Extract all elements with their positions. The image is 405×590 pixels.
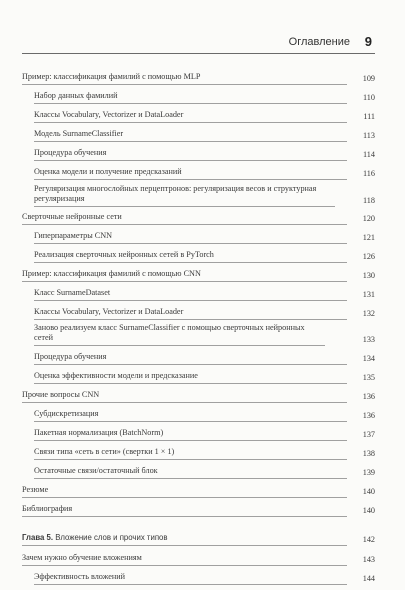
toc-entry-title: Модель SurnameClassifier [34,129,347,142]
toc-entry-page: 126 [362,252,375,261]
toc-entry-title: Прочие вопросы CNN [22,390,347,403]
toc-entry-page: 139 [362,468,375,477]
toc-entry[interactable] [22,212,375,224]
toc-entry-title: Сверточные нейронные сети [22,212,347,225]
header-rule [22,53,375,54]
toc-entry-title: Библиография [22,504,347,517]
toc-entry-page: 136 [362,411,375,420]
toc-entry[interactable] [22,72,375,84]
table-of-contents [22,58,375,590]
toc-entry[interactable] [22,428,375,440]
toc-entry[interactable] [22,504,375,516]
toc-entry-title: Класс SurnameDataset [34,288,347,301]
toc-entry-title: Субдискретизация [34,409,347,422]
toc-entry-page: 135 [362,373,375,382]
page-number: 9 [364,34,372,49]
toc-entry[interactable] [22,352,375,364]
toc-entry-title: Пример: классификация фамилий с помощью MLP [22,72,347,85]
toc-entry-title: Пакетная нормализация (BatchNorm) [34,428,347,441]
toc-entry-title: Регуляризация многослойных перцептронов: регуляризация весов и структурная регуляризация [34,184,335,207]
toc-entry[interactable] [22,167,375,179]
toc-entry-title: Процедура обучения [34,148,347,161]
running-title: Оглавление [288,36,350,48]
toc-entry[interactable] [22,447,375,459]
toc-entry-page: 113 [363,131,375,140]
toc-entry-title: Резюме [22,485,347,498]
toc-entry-page: 110 [363,93,375,102]
toc-entry-page: 137 [362,430,375,439]
toc-entry-title: Пример: классификация фамилий с помощью CNN [22,269,347,282]
toc-entry[interactable] [22,129,375,141]
toc-entry-page: 140 [362,487,375,496]
toc-entry[interactable] [22,553,375,565]
toc-entry[interactable] [22,148,375,160]
toc-entry[interactable] [22,371,375,383]
toc-entry[interactable] [22,572,375,584]
toc-entry-page: 143 [362,555,375,564]
toc-entry-title: Остаточные связи/остаточный блок [34,466,347,479]
toc-entry-page: 109 [362,74,375,83]
toc-entry[interactable] [22,288,375,300]
toc-entry[interactable] [22,231,375,243]
toc-chapter-entry[interactable] [22,533,375,545]
toc-entry-page: 120 [362,214,375,223]
toc-entry-title: Заново реализуем класс SurnameClassifier с помощью сверточных нейронных сетей [34,323,325,346]
toc-entry-page: 116 [363,169,375,178]
toc-entry-title: Оценка эффективности модели и предсказание [34,371,347,384]
toc-entry[interactable] [22,466,375,478]
toc-entry[interactable] [22,250,375,262]
chapter-title: Вложение слов и прочих типов [55,533,168,542]
toc-entry-page: 134 [362,354,375,363]
toc-entry-title [22,533,347,546]
toc-entry-page: 138 [362,449,375,458]
toc-entry-page: 132 [362,309,375,318]
toc-entry-title: Связи типа «сеть в сети» (свертки 1 × 1) [34,447,347,460]
toc-entry[interactable] [22,323,375,345]
toc-entry[interactable] [22,184,375,206]
toc-entry-title: Классы Vocabulary, Vectorizer и DataLoader [34,307,347,320]
page-header [0,0,405,58]
toc-entry-title: Зачем нужно обучение вложениям [22,553,347,566]
chapter-number: Глава 5. [22,533,54,542]
toc-entry-page: 118 [363,196,375,205]
toc-entry-page: 130 [362,271,375,280]
toc-entry-title: Оценка модели и получение предсказаний [34,167,347,180]
toc-entry-page: 114 [363,150,375,159]
toc-entry-page: 133 [362,335,375,344]
toc-entry-title: Гиперпараметры CNN [34,231,347,244]
toc-entry-title: Классы Vocabulary, Vectorizer и DataLoader [34,110,347,123]
toc-entry-title: Набор данных фамилий [34,91,347,104]
toc-entry-page: 131 [362,290,375,299]
toc-entry-title: Процедура обучения [34,352,347,365]
toc-entry[interactable] [22,269,375,281]
toc-entry[interactable] [22,91,375,103]
toc-entry[interactable] [22,409,375,421]
toc-entry-title: Эффективность вложений [34,572,347,585]
toc-entry-page: 111 [363,112,375,121]
toc-entry[interactable] [22,307,375,319]
toc-entry[interactable] [22,110,375,122]
toc-entry-title: Реализация сверточных нейронных сетей в PyTorch [34,250,347,263]
toc-entry-page: 140 [362,506,375,515]
toc-entry-page: 142 [362,535,375,544]
toc-entry-page: 136 [362,392,375,401]
toc-entry[interactable] [22,390,375,402]
toc-entry[interactable] [22,485,375,497]
toc-entry-page: 121 [362,233,375,242]
toc-entry-page: 144 [362,574,375,583]
